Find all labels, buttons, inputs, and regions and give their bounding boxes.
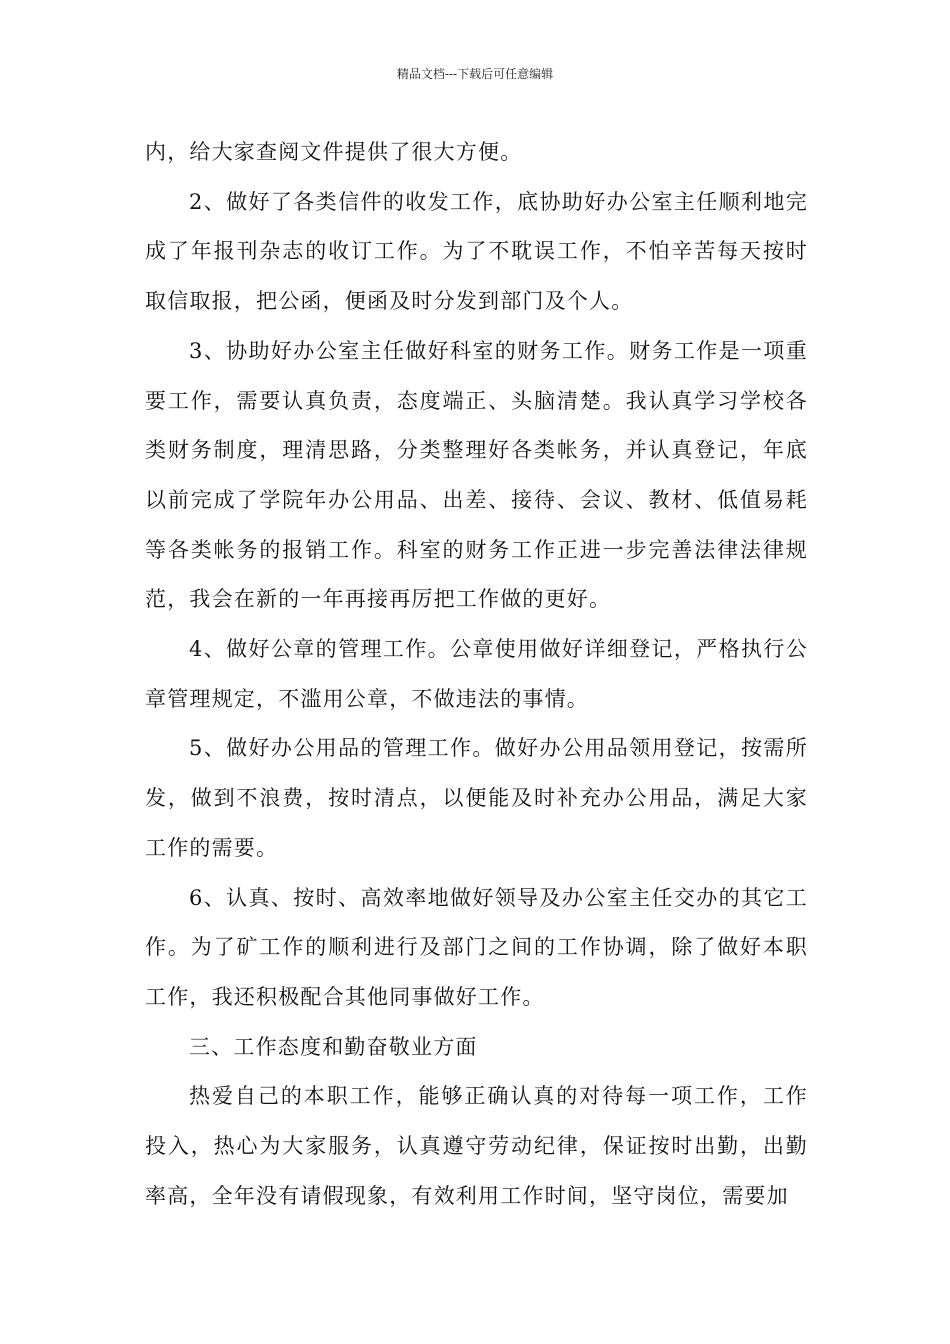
page-header: 精品文档---下载后可任意编辑 bbox=[396, 67, 554, 81]
paragraph-item-4: 4、做好公章的管理工作。公章使用做好详细登记，严格执行公章管理规定，不滥用公章，不做违法的事情。 bbox=[145, 637, 808, 711]
paragraph-item-5: 5、做好办公用品的管理工作。做好办公用品领用登记，按需所发，做到不浪费，按时清点，以便能及时补充办公用品，满足大家工作的需要。 bbox=[145, 736, 808, 860]
paragraph-item-3: 3、协助好办公室主任做好科室的财务工作。财务工作是一项重要工作，需要认真负责，态度端正、头脑清楚。我认真学习学校各类财务制度，理清思路，分类整理好各类帐务，并认真登记，年底以前完成了学院年办公用品、出差、接待、会议、教材、低值易耗等各类帐务的报销工作。科室的财务工作正进一步完善法律法律规范，我会在新的一年再接再厉把工作做的更好。 bbox=[145, 338, 808, 612]
paragraph-item-2: 2、做好了各类信件的收发工作，底协助好办公室主任顺利地完成了年报刊杂志的收订工作。为了不耽误工作，不怕辛苦每天按时取信取报，把公函，便函及时分发到部门及个人。 bbox=[145, 189, 808, 314]
document-body bbox=[145, 128, 808, 1221]
paragraph-work-attitude: 热爱自己的本职工作，能够正确认真的对待每一项工作，工作投入，热心为大家服务，认真遵守劳动纪律，保证按时出勤，出勤率高，全年没有请假现象，有效利用工作时间，坚守岗位，需要加 bbox=[145, 1084, 808, 1208]
section-heading: 三、工作态度和勤奋敬业方面 bbox=[189, 1034, 478, 1059]
paragraph-continuation: 内，给大家查阅文件提供了很大方便。 bbox=[145, 140, 523, 164]
paragraph-item-6: 6、认真、按时、高效率地做好领导及办公室主任交办的其它工作。为了矿工作的顺利进行及部门之间的工作协调，除了做好本职工作，我还积极配合其他同事做好工作。 bbox=[145, 885, 808, 1009]
